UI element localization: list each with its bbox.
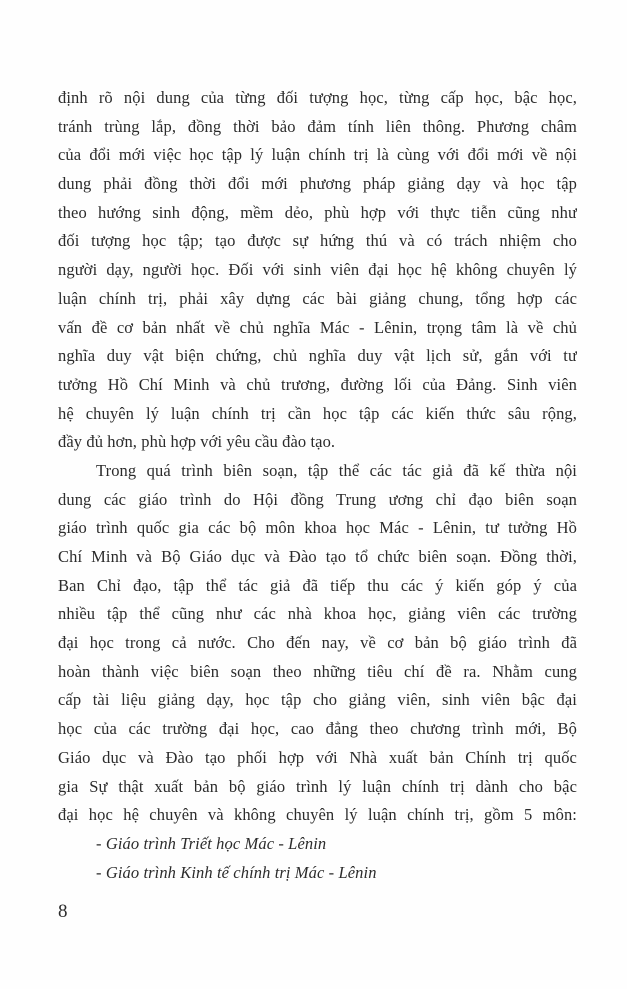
text-line: hoàn thành việc biên soạn theo những tiêu chí đề ra. Nhằm cung — [58, 661, 577, 681]
text-line: Ban Chỉ đạo, tập thể tác giả đã tiếp thu các ý kiến góp ý của — [58, 575, 577, 595]
text-line: tránh trùng lắp, đồng thời bảo đảm tính liên thông. Phương châm — [58, 116, 577, 136]
text-line: đối tượng học tập; tạo được sự hứng thú và có trách nhiệm cho — [58, 231, 577, 251]
text-line: theo hướng sinh động, mềm dẻo, phù hợp với thực tiễn cũng như — [58, 202, 577, 222]
text-line: định rõ nội dung của từng đối tượng học, từng cấp học, bậc học, — [58, 88, 577, 107]
text-line: đầy đủ hơn, phù hợp với yêu cầu đào tạo. — [58, 432, 336, 452]
text-line: giáo trình quốc gia các bộ môn khoa học Mác - Lênin, tư tưởng Hồ — [58, 518, 577, 538]
text-line: đại học hệ chuyên và không chuyên lý luận chính trị, gồm 5 môn: — [58, 805, 577, 825]
text-line: luận chính trị, phải xây dựng các bài giảng chung, tổng hợp các — [58, 288, 577, 308]
text-line: tưởng Hồ Chí Minh và chủ trương, đường lối của Đảng. Sinh viên — [58, 374, 577, 394]
text-line: cấp tài liệu giảng dạy, học tập cho giảng viên, sinh viên bậc đại — [58, 690, 577, 710]
book-list-item: - Giáo trình Kinh tế chính trị Mác - Lênin — [96, 862, 377, 882]
text-line: vấn đề cơ bản nhất về chủ nghĩa Mác - Lênin, trọng tâm là về chủ — [58, 317, 577, 337]
text-line: học của các trường đại học, cao đẳng theo chương trình mới, Bộ — [58, 719, 577, 739]
body-text — [58, 84, 577, 887]
text-line: Chí Minh và Bộ Giáo dục và Đào tạo tổ chức biên soạn. Đồng thời, — [58, 547, 577, 566]
text-line: nghĩa duy vật biện chứng, chủ nghĩa duy vật lịch sử, gắn với tư — [58, 346, 577, 366]
book-list-item: - Giáo trình Triết học Mác - Lênin — [96, 833, 327, 853]
text-line: Giáo dục và Đào tạo phối hợp với Nhà xuất bản Chính trị quốc — [58, 747, 577, 767]
text-line: dung phải đồng thời đổi mới phương pháp giảng dạy và học tập — [58, 174, 577, 194]
text-line: đại học trong cả nước. Cho đến nay, về cơ bản bộ giáo trình đã — [58, 633, 577, 653]
page-number: 8 — [58, 901, 68, 922]
text-line: hệ chuyên lý luận chính trị cần học tập các kiến thức sâu rộng, — [58, 403, 577, 423]
text-line: của đổi mới việc học tập lý luận chính trị là cùng với đổi mới về nội — [58, 145, 577, 165]
text-line: gia Sự thật xuất bản bộ giáo trình lý luận chính trị dành cho bậc — [58, 776, 577, 796]
text-line: dung các giáo trình do Hội đồng Trung ương chỉ đạo biên soạn — [58, 489, 577, 509]
text-line: người dạy, người học. Đối với sinh viên đại học hệ không chuyên lý — [58, 260, 577, 280]
text-line: Trong quá trình biên soạn, tập thể các tác giả đã kế thừa nội — [96, 460, 577, 480]
text-line: nhiều tập thể cũng như các nhà khoa học, giảng viên các trường — [58, 604, 577, 624]
